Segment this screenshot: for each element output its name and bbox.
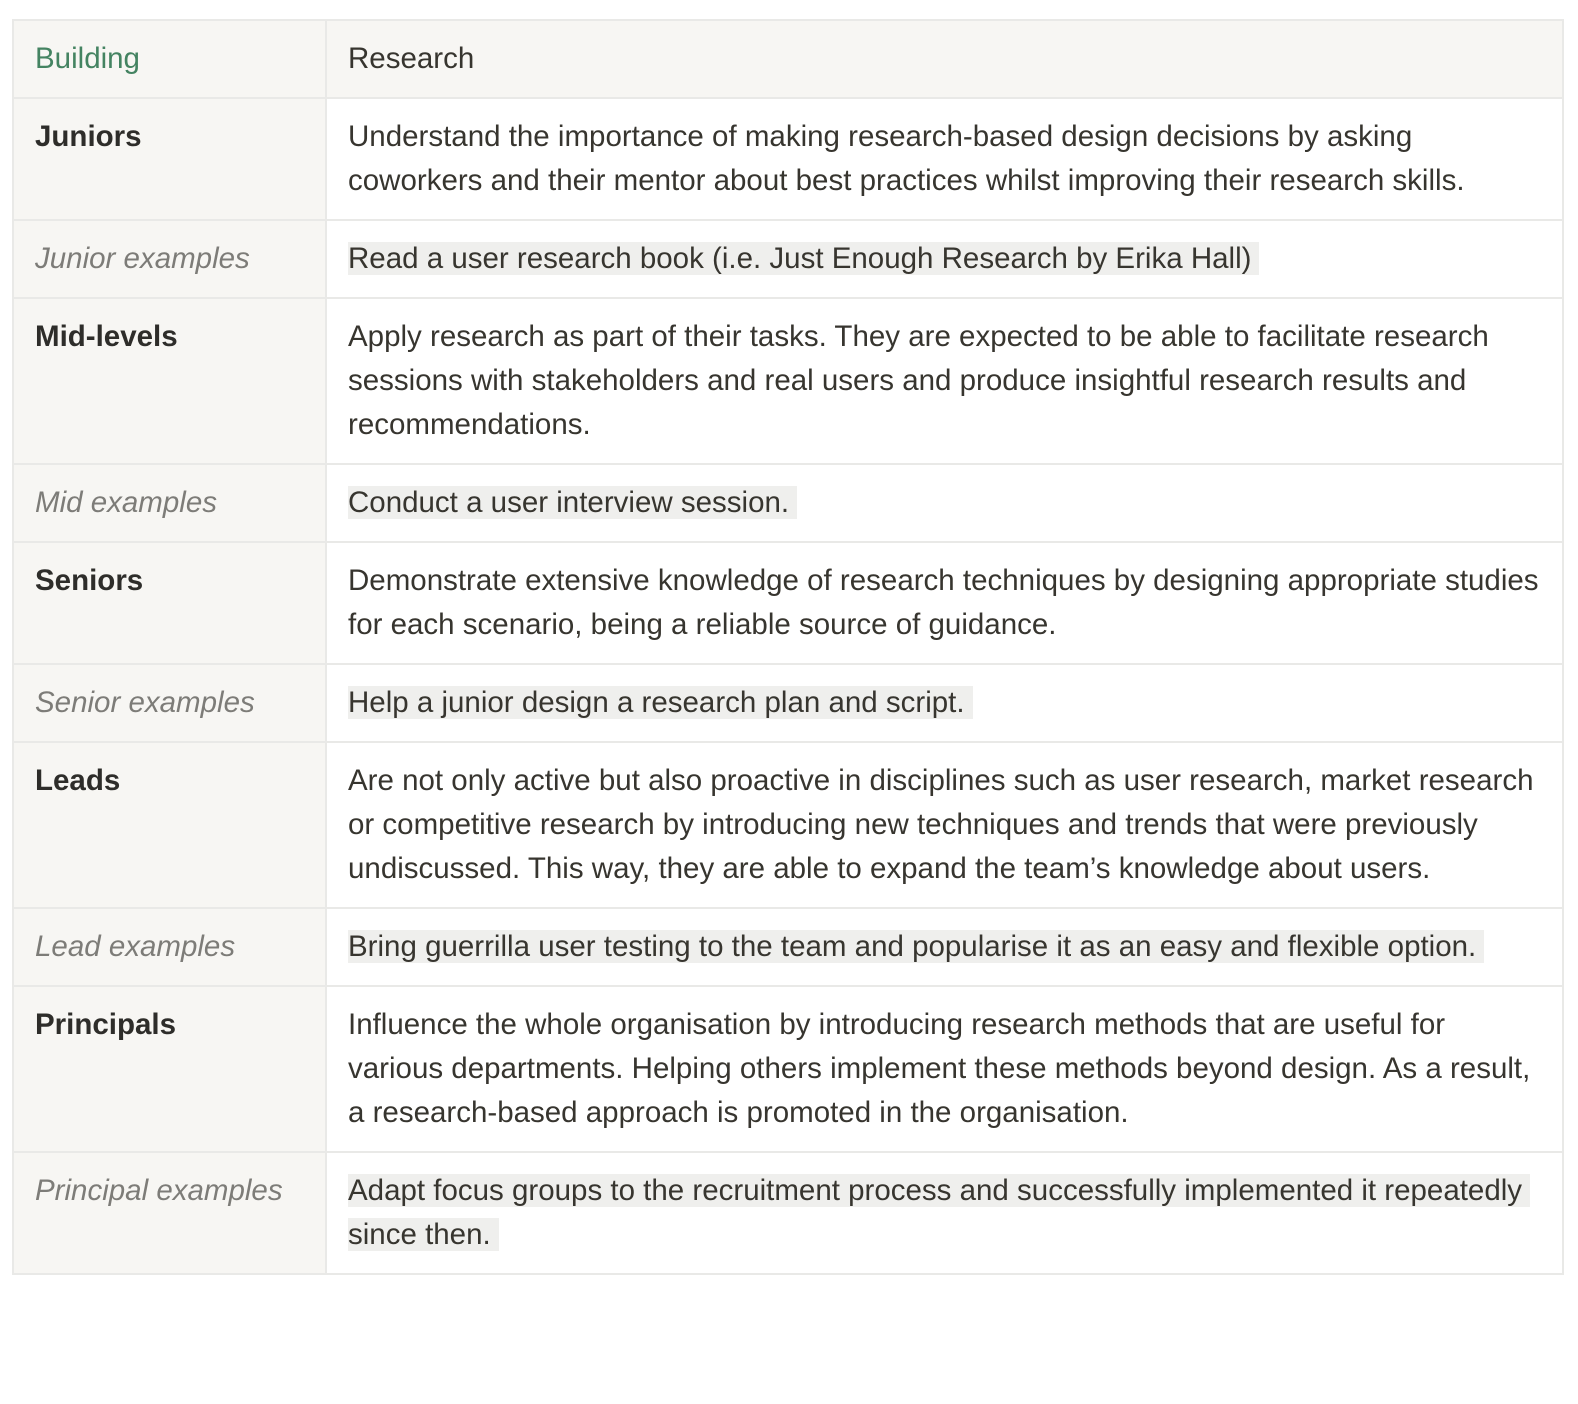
header-cell-research: Research <box>326 20 1563 98</box>
row-text-senior-examples: Help a junior design a research plan and script. <box>348 686 973 719</box>
table-row-senior-examples <box>13 664 1563 742</box>
research-table <box>12 19 1564 1275</box>
table-row-mid-examples <box>13 464 1563 542</box>
row-label-seniors: Seniors <box>13 542 326 664</box>
research-table-container <box>12 19 1562 1275</box>
row-label-mid-levels: Mid-levels <box>13 298 326 464</box>
row-label-principals: Principals <box>13 986 326 1152</box>
row-label-principal-examples: Principal examples <box>13 1152 326 1274</box>
header-building-label: Building <box>35 42 140 75</box>
table-row-mid-levels <box>13 298 1563 464</box>
table-row-junior-examples <box>13 220 1563 298</box>
row-label-mid-examples: Mid examples <box>13 464 326 542</box>
row-cell-lead-examples <box>326 908 1563 986</box>
row-text-seniors: Demonstrate extensive knowledge of research techniques by designing appropriate studies for each scenario, being a reliable source of guidance. <box>326 542 1563 664</box>
row-text-principals: Influence the whole organisation by introducing research methods that are useful for various departments. Helping others implement these methods beyond design. As a result, a research-based approach is promoted in the organisation. <box>326 986 1563 1152</box>
row-cell-senior-examples <box>326 664 1563 742</box>
row-text-mid-levels: Apply research as part of their tasks. They are expected to be able to facilitate research sessions with stakeholders and real users and produce insightful research results and recommendations. <box>326 298 1563 464</box>
row-cell-principal-examples <box>326 1152 1563 1274</box>
table-row-seniors <box>13 542 1563 664</box>
row-label-junior-examples: Junior examples <box>13 220 326 298</box>
row-label-senior-examples: Senior examples <box>13 664 326 742</box>
row-text-leads: Are not only active but also proactive in disciplines such as user research, market research or competitive research by introducing new techniques and trends that were previously undiscussed. This way, they are able to expand the team’s knowledge about users. <box>326 742 1563 908</box>
table-row-lead-examples <box>13 908 1563 986</box>
row-label-leads: Leads <box>13 742 326 908</box>
row-text-lead-examples: Bring guerrilla user testing to the team and popularise it as an easy and flexible option. <box>348 930 1484 963</box>
row-text-juniors: Understand the importance of making research-based design decisions by asking coworkers and their mentor about best practices whilst improving their research skills. <box>326 98 1563 220</box>
table-row-principal-examples <box>13 1152 1563 1274</box>
row-text-mid-examples: Conduct a user interview session. <box>348 486 797 519</box>
row-cell-junior-examples <box>326 220 1563 298</box>
table-header-row <box>13 20 1563 98</box>
table-row-principals <box>13 986 1563 1152</box>
table-row-juniors <box>13 98 1563 220</box>
header-cell-building <box>13 20 326 98</box>
row-text-junior-examples: Read a user research book (i.e. Just Enough Research by Erika Hall) <box>348 242 1259 275</box>
row-text-principal-examples: Adapt focus groups to the recruitment process and successfully implemented it repeatedly since then. <box>348 1174 1530 1251</box>
row-cell-mid-examples <box>326 464 1563 542</box>
row-label-juniors: Juniors <box>13 98 326 220</box>
table-row-leads <box>13 742 1563 908</box>
row-label-lead-examples: Lead examples <box>13 908 326 986</box>
